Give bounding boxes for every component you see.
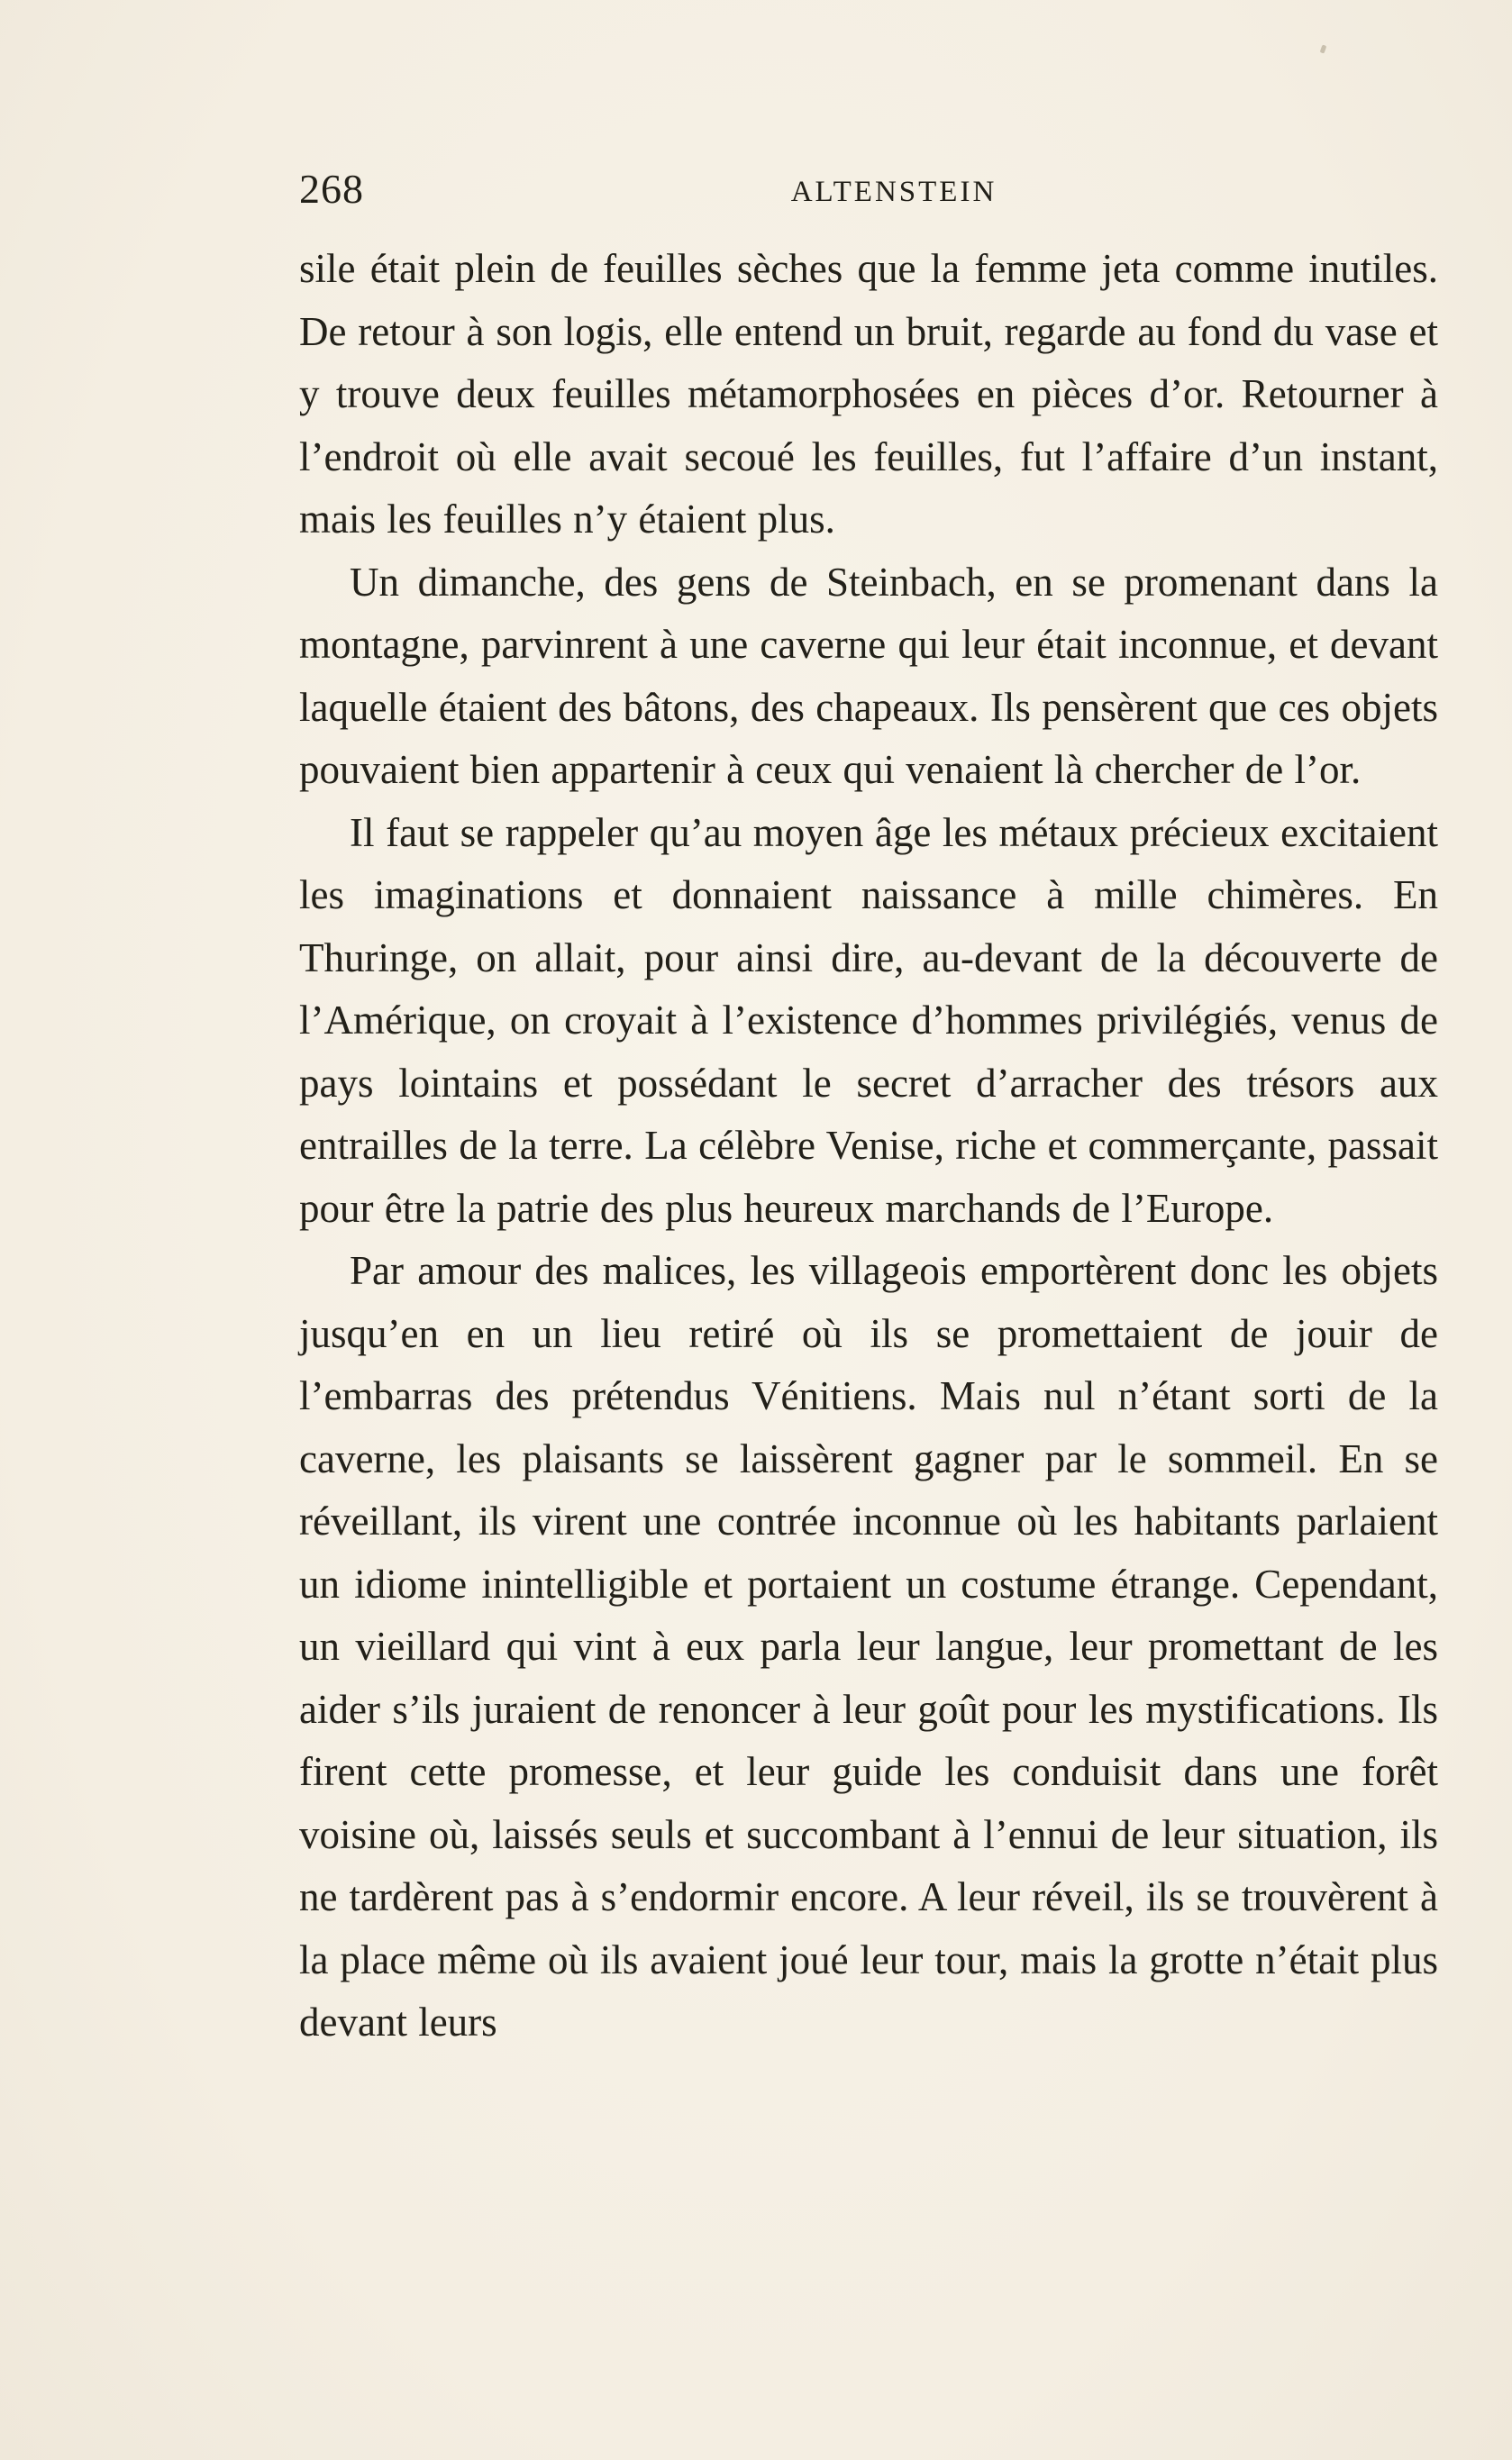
body-text bbox=[299, 238, 1438, 2055]
paragraph-moyen-age: Il faut se rappeler qu’au moyen âge les métaux précieux excitaient les imaginations et donnaient naissance à mille chimères. En Thuringe, on allait, pour ainsi dire, au-devant de la découverte de l’Amérique, on croyait à l’existence d’hommes privilégiés, venus de pays lointains et possédant le secret d’arracher des trésors aux entrailles de la terre. La célèbre Venise, riche et commerçante, passait pour être la patrie des plus heureux marchands de l’Europe. bbox=[299, 809, 1438, 1231]
page-number: 268 bbox=[299, 166, 364, 212]
paragraph-villageois: Par amour des malices, les villageois emportèrent donc les objets jusqu’en en un lieu retiré où ils se promettaient de jouir de l’embarras des prétendus Vénitiens. Mais nul n’étant sorti de la caverne, les plaisants se laissèrent gagner par le sommeil. En se réveillant, ils virent une contrée inconnue où les habitants parlaient un idiome inintelligible et portaient un costume étrange. Cependant, un vieillard qui vint à eux parla leur langue, leur promettant de les aider s’ils juraient de renoncer à leur goût pour les mystifications. Ils firent cette promesse, et leur guide les conduisit dans une forêt voisine où, laissés seuls et succombant à l’ennui de leur situation, ils ne tardèrent pas à s’endormir encore. A leur réveil, ils se trouvèrent à la place même où ils avaient joué leur tour, mais la grotte n’était plus devant leurs bbox=[299, 1248, 1438, 2045]
paragraph-steinbach: Un dimanche, des gens de Steinbach, en se promenant dans la montagne, parvinrent à une caverne qui leur était inconnue, et devant laquelle étaient des bâtons, des chapeaux. Ils pensèrent que ces objets pouvaient bien appartenir à ceux qui venaient là chercher de l’or. bbox=[299, 559, 1438, 792]
running-title: ALTENSTEIN bbox=[790, 176, 997, 208]
paragraph-continuation: sile était plein de feuilles sèches que la femme jeta comme inutiles. De retour à son logis, elle entend un bruit, regarde au fond du vase et y trouve deux feuilles métamorphosées en pièces d’or. Retourner à l’endroit où elle avait secoué les feuilles, fut l’affaire d’un instant, mais les feuilles n’y étaient plus. bbox=[299, 246, 1438, 542]
page-header bbox=[299, 162, 1438, 216]
paper-speck bbox=[1320, 44, 1327, 53]
